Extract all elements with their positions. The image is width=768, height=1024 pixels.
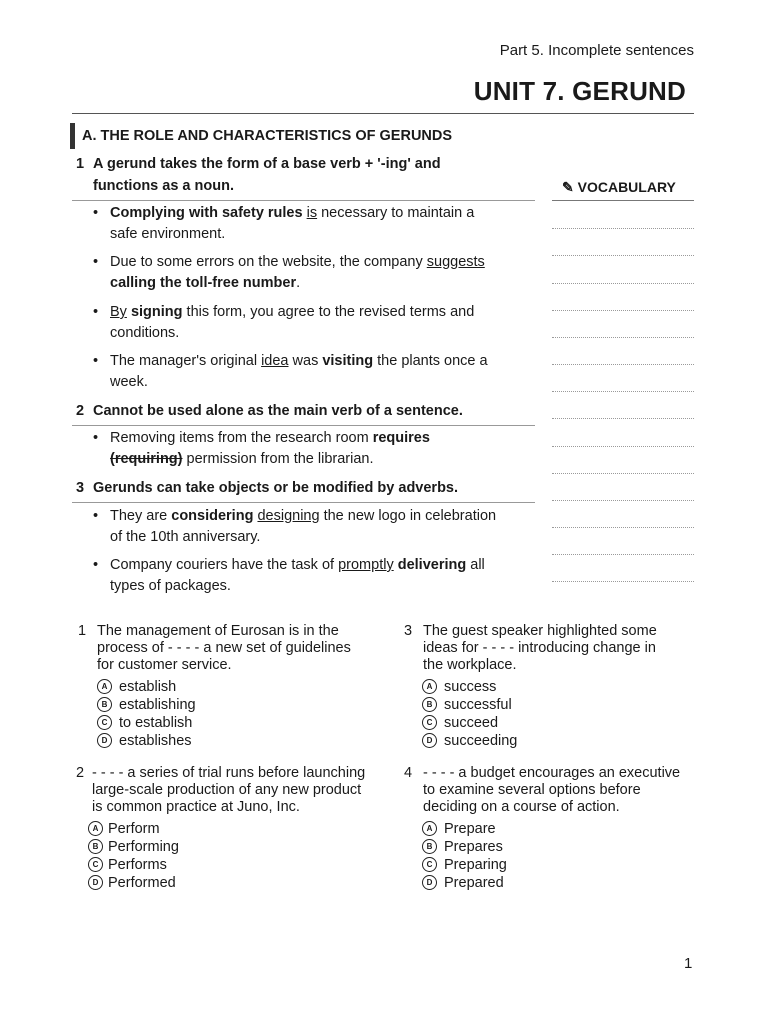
rule-number: 1	[76, 156, 85, 172]
bullet-icon: •	[93, 430, 99, 446]
vocabulary-divider	[552, 200, 694, 201]
vocabulary-line	[552, 364, 694, 365]
rule-3-heading	[76, 477, 546, 499]
question-number: 2	[76, 765, 85, 781]
example-2-1: • Removing items from the research room requires (requiring) permission from the librarian.	[93, 430, 430, 467]
option-letter-circle: D	[97, 733, 112, 748]
underlined-adverb: promptly	[338, 557, 394, 573]
vocabulary-line	[552, 255, 694, 256]
option-c[interactable]: C succeed	[422, 714, 704, 732]
vocabulary-line	[552, 391, 694, 392]
option-letter-circle: A	[88, 821, 103, 836]
option-letter-circle: B	[88, 839, 103, 854]
rule-number: 2	[76, 403, 85, 419]
vocabulary-line	[552, 554, 694, 555]
bullet-icon: •	[93, 304, 99, 320]
option-b[interactable]: B Prepares	[422, 838, 714, 856]
section-title: A. THE ROLE AND CHARACTERISTICS OF GERUNDS	[82, 128, 453, 144]
rule-2-heading	[76, 400, 546, 422]
page-number: 1	[684, 955, 693, 972]
title-divider	[72, 113, 694, 114]
vocabulary-line	[552, 446, 694, 447]
underlined-gerund: designing	[257, 508, 320, 524]
option-a[interactable]: A Prepare	[422, 820, 714, 838]
underlined-verb: is	[306, 205, 318, 221]
question-number: 3	[404, 623, 413, 639]
gerund-phrase: delivering	[397, 557, 467, 573]
example-1-3: • By signing this form, you agree to the revised terms and conditions.	[93, 304, 475, 341]
rule-3-heading-text: Gerunds can take objects or be modified by adverbs.	[93, 480, 459, 496]
option-letter-circle: A	[422, 679, 437, 694]
option-c[interactable]: C to establish	[97, 714, 388, 732]
rule-number: 3	[76, 480, 85, 496]
underlined-noun: idea	[261, 353, 289, 369]
struck-wrong-form: (requiring)	[110, 451, 183, 467]
option-d[interactable]: D succeeding	[422, 732, 704, 750]
question-2: 2 - - - - a series of trial runs before launching large-scale production of any new product is common practice at Juno, Inc. A Perform B Performing C Performs D Performed	[76, 765, 396, 892]
option-b[interactable]: B successful	[422, 696, 704, 714]
gerund-phrase: visiting	[322, 353, 374, 369]
vocabulary-line	[552, 310, 694, 311]
option-letter-circle: B	[97, 697, 112, 712]
bullet-icon: •	[93, 557, 99, 573]
vocabulary-line	[552, 500, 694, 501]
example-1-4: • The manager's original idea was visiting the plants once a week.	[93, 353, 488, 390]
option-letter-circle: B	[422, 697, 437, 712]
option-a[interactable]: A success	[422, 678, 704, 696]
option-letter-circle: A	[422, 821, 437, 836]
option-b[interactable]: B Performing	[88, 838, 396, 856]
section-marker-bar	[70, 123, 75, 149]
option-letter-circle: C	[88, 857, 103, 872]
option-d[interactable]: D Prepared	[422, 874, 714, 892]
main-verb: requires	[372, 430, 430, 446]
vocabulary-label: ✎ VOCABULARY	[562, 179, 676, 195]
vocabulary-line	[552, 527, 694, 528]
option-letter-circle: C	[422, 715, 437, 730]
vocabulary-line	[552, 228, 694, 229]
vocabulary-line	[552, 473, 694, 474]
question-4: 4 - - - - a budget encourages an executive to examine several options before deciding on a course of action. A Prepare B Prepares C Preparing D Prepared	[404, 765, 714, 892]
question-1: 1 The management of Eurosan is in the process of - - - - a new set of guidelines for customer service. A establish B establishing C to establish D establishes	[78, 623, 388, 750]
option-c[interactable]: C Preparing	[422, 856, 714, 874]
question-3: 3 The guest speaker highlighted some ideas for - - - - introducing change in the workplace. A success B successful C succeed D succeeding	[404, 623, 704, 750]
rule-1-heading	[76, 153, 546, 197]
option-a[interactable]: A Perform	[88, 820, 396, 838]
example-1-1: • Complying with safety rules is necessary to maintain a safe environment.	[93, 205, 475, 242]
gerund-phrase: signing	[130, 304, 183, 320]
rule-3-divider	[72, 502, 535, 503]
option-letter-circle: C	[97, 715, 112, 730]
underlined-verb: suggests	[426, 254, 485, 270]
rule-1-divider	[72, 200, 535, 201]
bullet-icon: •	[93, 254, 99, 270]
bullet-icon: •	[93, 508, 99, 524]
option-letter-circle: D	[422, 875, 437, 890]
rule-2-heading-text: Cannot be used alone as the main verb of a sentence.	[93, 403, 463, 419]
question-number: 1	[78, 623, 87, 639]
bullet-icon: •	[93, 353, 99, 369]
bullet-icon: •	[93, 205, 99, 221]
vocabulary-line	[552, 418, 694, 419]
example-3-2: • Company couriers have the task of promptly delivering all types of packages.	[93, 557, 485, 594]
option-a[interactable]: A establish	[97, 678, 388, 696]
rule-1-heading-line-2: functions as a noun.	[93, 178, 234, 194]
vocabulary-line	[552, 581, 694, 582]
part-label: Part 5. Incomplete sentences	[499, 42, 694, 59]
option-letter-circle: A	[97, 679, 112, 694]
gerund-phrase: Complying with safety rules	[110, 205, 303, 221]
example-3-1: • They are considering designing the new logo in celebration of the 10th anniversary.	[93, 508, 497, 545]
option-c[interactable]: C Performs	[88, 856, 396, 874]
gerund-phrase: calling the toll-free number	[110, 275, 297, 291]
option-letter-circle: D	[422, 733, 437, 748]
option-letter-circle: B	[422, 839, 437, 854]
unit-title: UNIT 7. GERUND	[473, 76, 686, 106]
underlined-preposition: By	[110, 304, 127, 320]
example-1-2: • Due to some errors on the website, the company suggests calling the toll-free number.	[93, 254, 485, 291]
option-d[interactable]: D Performed	[88, 874, 396, 892]
vocabulary-line	[552, 337, 694, 338]
vocabulary-line	[552, 283, 694, 284]
rule-1-heading-line-1: A gerund takes the form of a base verb + '-ing' and	[93, 156, 441, 172]
option-letter-circle: D	[88, 875, 103, 890]
option-d[interactable]: D establishes	[97, 732, 388, 750]
option-b[interactable]: B establishing	[97, 696, 388, 714]
rule-2-divider	[72, 425, 535, 426]
main-verb: considering	[171, 508, 254, 524]
option-letter-circle: C	[422, 857, 437, 872]
question-number: 4	[404, 765, 413, 781]
